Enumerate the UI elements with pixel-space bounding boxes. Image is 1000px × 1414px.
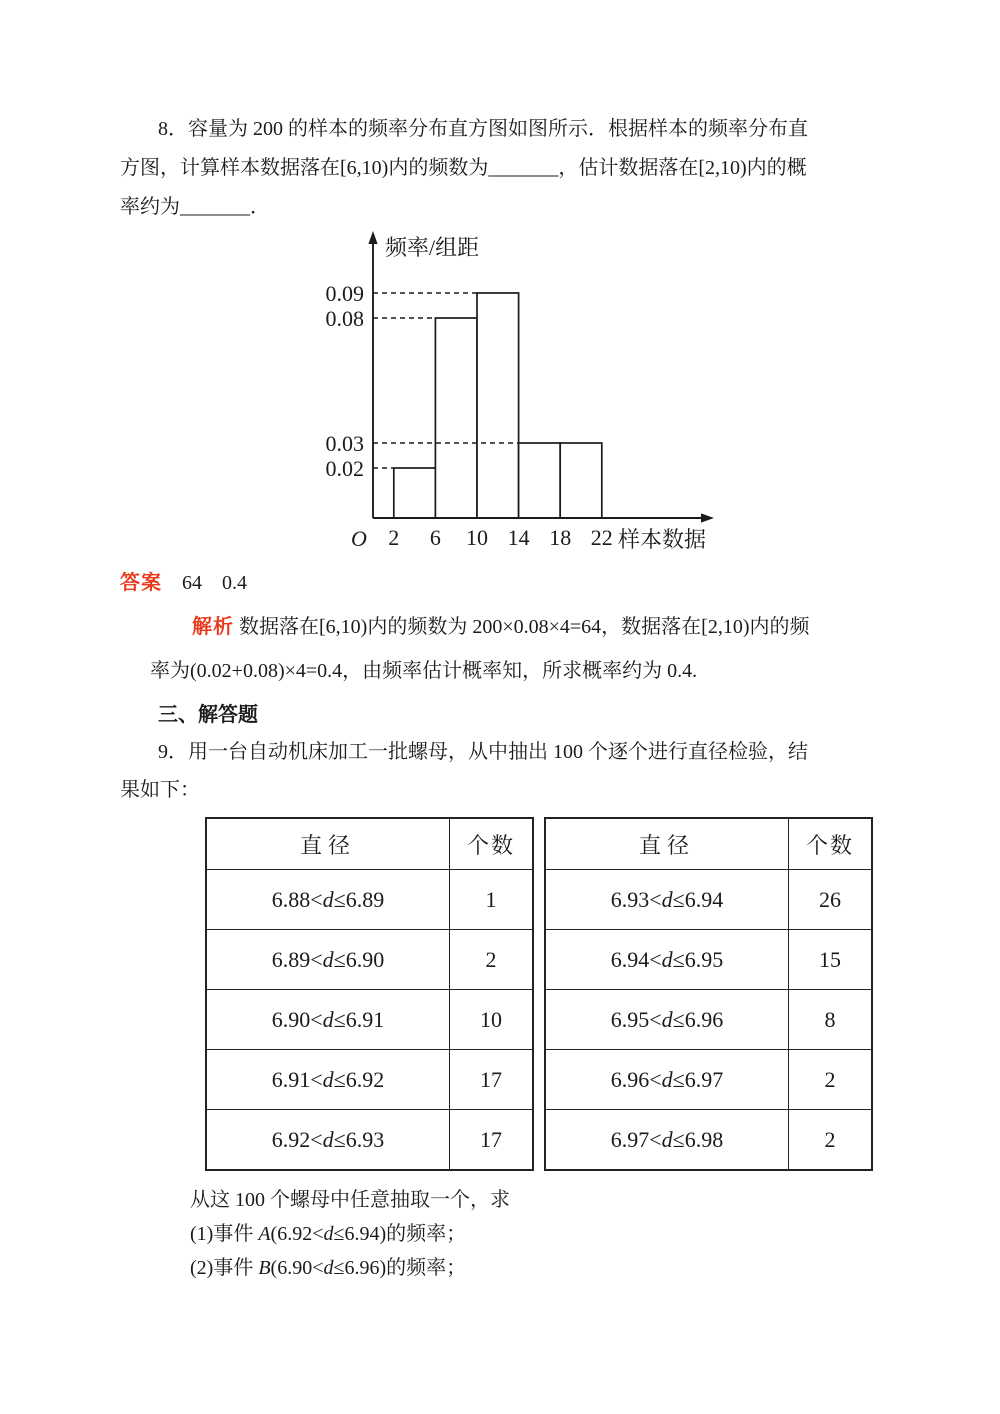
y-tick-label: 0.08 (325, 306, 364, 331)
diameter-table-right (544, 817, 873, 1171)
diameter-cell: 6.96<d≤6.97 (545, 1050, 789, 1110)
diameter-table-left (205, 817, 534, 1171)
count-cell: 1 (450, 870, 534, 930)
diameter-cell: 6.95<d≤6.96 (545, 990, 789, 1050)
diameter-cell: 6.97<d≤6.98 (545, 1110, 789, 1171)
answer-value-2: 0.4 (222, 572, 247, 594)
count-cell: 2 (789, 1050, 873, 1110)
x-tick-label: 6 (429, 525, 441, 550)
x-tick-label: 2 (388, 525, 400, 550)
table-row (206, 1110, 533, 1171)
table-row (206, 930, 533, 990)
table-row (206, 990, 533, 1050)
diameter-cell: 6.94<d≤6.95 (545, 930, 789, 990)
table-row (206, 1050, 533, 1110)
histogram-bar (560, 443, 602, 518)
table-row (545, 1050, 872, 1110)
question8-line-2: 方图，计算样本数据落在[6,10)内的频数为_______，估计数据落在[2,10)内的概 (120, 157, 807, 179)
question9-line-2: 果如下： (120, 779, 200, 801)
count-cell: 17 (450, 1110, 534, 1171)
count-cell: 15 (789, 930, 873, 990)
x-tick-label: 22 (590, 525, 613, 550)
question9-after-3: (2)事件 B(6.90<d≤6.96)的频率； (190, 1257, 467, 1279)
histogram-bar (435, 318, 477, 518)
answer-label: 答案 (120, 572, 162, 594)
diameter-header: 直径 (545, 818, 789, 870)
table-row (545, 1110, 872, 1171)
x-axis-arrow-icon (701, 513, 714, 522)
y-tick-label: 0.03 (325, 431, 364, 456)
table-row (206, 870, 533, 930)
diameter-cell: 6.91<d≤6.92 (206, 1050, 450, 1110)
question9-after-2: (1)事件 A(6.92<d≤6.94)的频率； (190, 1223, 467, 1245)
analysis-line-2: 率为(0.02+0.08)×4=0.4，由频率估计概率知，所求概率约为 0.4. (150, 660, 698, 682)
analysis-text-1: 数据落在[6,10)内的频数为 200×0.08×4=64，数据落在[2,10)内的频 (239, 616, 810, 638)
histogram-bar (477, 293, 519, 518)
count-cell: 10 (450, 990, 534, 1050)
table-row (545, 990, 872, 1050)
x-tick-label: 18 (549, 525, 572, 550)
question9-line-1: 9．用一台自动机床加工一批螺母，从中抽出 100 个逐个进行直径检验，结 (158, 741, 808, 763)
count-header: 个数 (450, 818, 534, 870)
diameter-cell: 6.88<d≤6.89 (206, 870, 450, 930)
answer-value-1: 64 (182, 572, 202, 594)
table-row (545, 930, 872, 990)
count-cell: 2 (789, 1110, 873, 1171)
x-axis-title: 样本数据 (618, 527, 707, 552)
diameter-cell: 6.90<d≤6.91 (206, 990, 450, 1050)
y-tick-label: 0.09 (325, 281, 364, 306)
section3-heading: 三、解答题 (158, 704, 258, 726)
count-header: 个数 (789, 818, 873, 870)
table-header-row (545, 818, 872, 870)
question8-line-1: 8．容量为 200 的样本的频率分布直方图如图所示．根据样本的频率分布直 (158, 118, 808, 140)
histogram-bar (394, 468, 436, 518)
frequency-histogram-svg (316, 229, 736, 561)
frequency-histogram (316, 229, 736, 561)
x-tick-label: 14 (507, 525, 530, 550)
question8-line-3: 率约为_______． (120, 196, 270, 218)
count-cell: 26 (789, 870, 873, 930)
x-tick-label: 10 (466, 525, 488, 550)
table-header-row (206, 818, 533, 870)
diameter-count-tables (205, 817, 880, 1171)
y-axis-arrow-icon (368, 231, 377, 244)
y-axis-title: 频率/组距 (385, 235, 480, 260)
answer-line (120, 569, 880, 597)
analysis-label: 解析 (192, 616, 234, 638)
origin-label: O (351, 526, 367, 551)
diameter-cell: 6.92<d≤6.93 (206, 1110, 450, 1171)
histogram-bar (519, 443, 561, 518)
y-tick-label: 0.02 (325, 456, 364, 481)
diameter-cell: 6.89<d≤6.90 (206, 930, 450, 990)
analysis-line-1 (120, 605, 880, 649)
count-cell: 2 (450, 930, 534, 990)
table-row (545, 870, 872, 930)
diameter-header: 直径 (206, 818, 450, 870)
count-cell: 8 (789, 990, 873, 1050)
question9-after-1: 从这 100 个螺母中任意抽取一个，求 (190, 1189, 510, 1211)
count-cell: 17 (450, 1050, 534, 1110)
diameter-cell: 6.93<d≤6.94 (545, 870, 789, 930)
